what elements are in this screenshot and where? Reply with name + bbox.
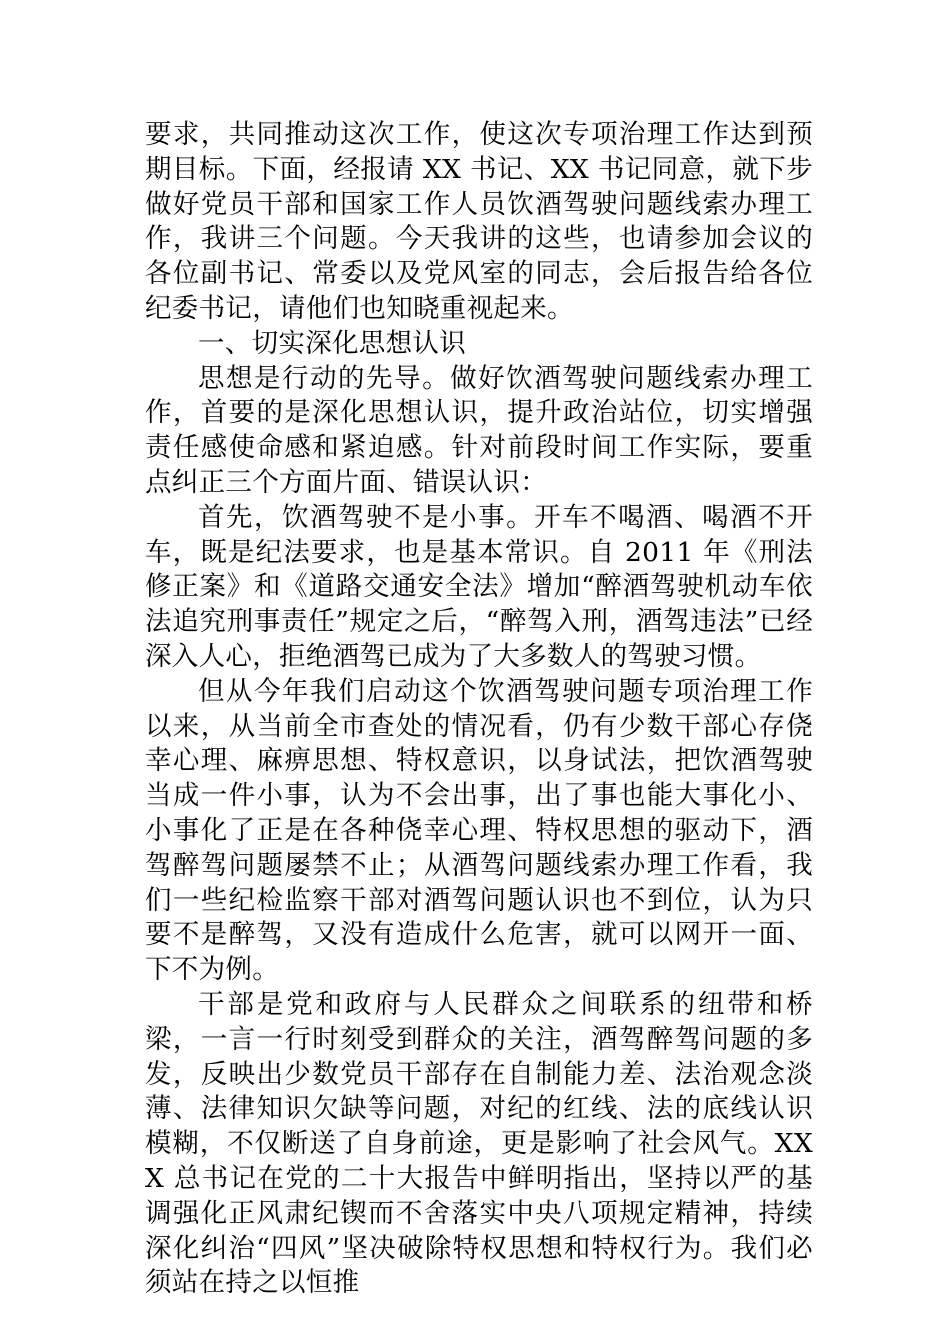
document-body: [145, 118, 813, 1301]
paragraph-cadres-bridge: 干部是党和政府与人民群众之间联系的纽带和桥梁，一言一行时刻受到群众的关注，酒驾醉驾问题的多发，反映出少数党员干部存在自制能力差、法治观念淡薄、法律知识欠缺等问题，对纪的红线、法的底线认识模糊，不仅断送了自身前途，更是影响了社会风气。XXX 总书记在党的二十大报告中鲜明指出，坚持以严的基调强化正风肃纪锲而不舍落实中央八项规定精神，持续深化纠治“四风”坚决破除特权思想和特权行为。我们必须站在持之以恒推: [145, 988, 813, 1299]
section-heading-1: 一、切实深化思想认识: [198, 327, 466, 359]
paragraph-opening-continuation: 要求，共同推动这次工作，使这次专项治理工作达到预期目标。下面，经报请 XX 书记、XX 书记同意，就下步做好党员干部和国家工作人员饮酒驾驶问题线索办理工作，我讲三个问题。今天我讲的这些，也请参加会议的各位副书记、常委以及党风室的同志，会后报告给各位纪委书记，请他们也知晓重视起来。: [145, 119, 813, 324]
paragraph-current-situation: 但从今年我们启动这个饮酒驾驶问题专项治理工作以来，从当前全市查处的情况看，仍有少数干部心存侥幸心理、麻痹思想、特权意识，以身试法，把饮酒驾驶当成一件小事，认为不会出事，出了事也能大事化小、小事化了正是在各种侥幸心理、特权思想的驱动下，酒驾醉驾问题屡禁不止；从酒驾问题线索办理工作看，我们一些纪检监察干部对酒驾问题认识也不到位，认为只要不是醉驾，又没有造成什么危害，就可以网开一面、下不为例。: [145, 675, 813, 986]
paragraph-first-point: 首先，饮酒驾驶不是小事。开车不喝酒、喝酒不开车，既是纪法要求，也是基本常识。自 2011 年《刑法修正案》和《道路交通安全法》增加“醉酒驾驶机动车依法追究刑事责任”规定之后，“醉驾入刑，酒驾违法”已经深入人心，拒绝酒驾已成为了大多数人的驾驶习惯。: [145, 501, 813, 672]
paragraph-thought-first: 思想是行动的先导。做好饮酒驾驶问题线索办理工作，首要的是深化思想认识，提升政治站位，切实增强责任感使命感和紧迫感。针对前段时间工作实际，要重点纠正三个方面片面、错误认识：: [145, 362, 813, 498]
